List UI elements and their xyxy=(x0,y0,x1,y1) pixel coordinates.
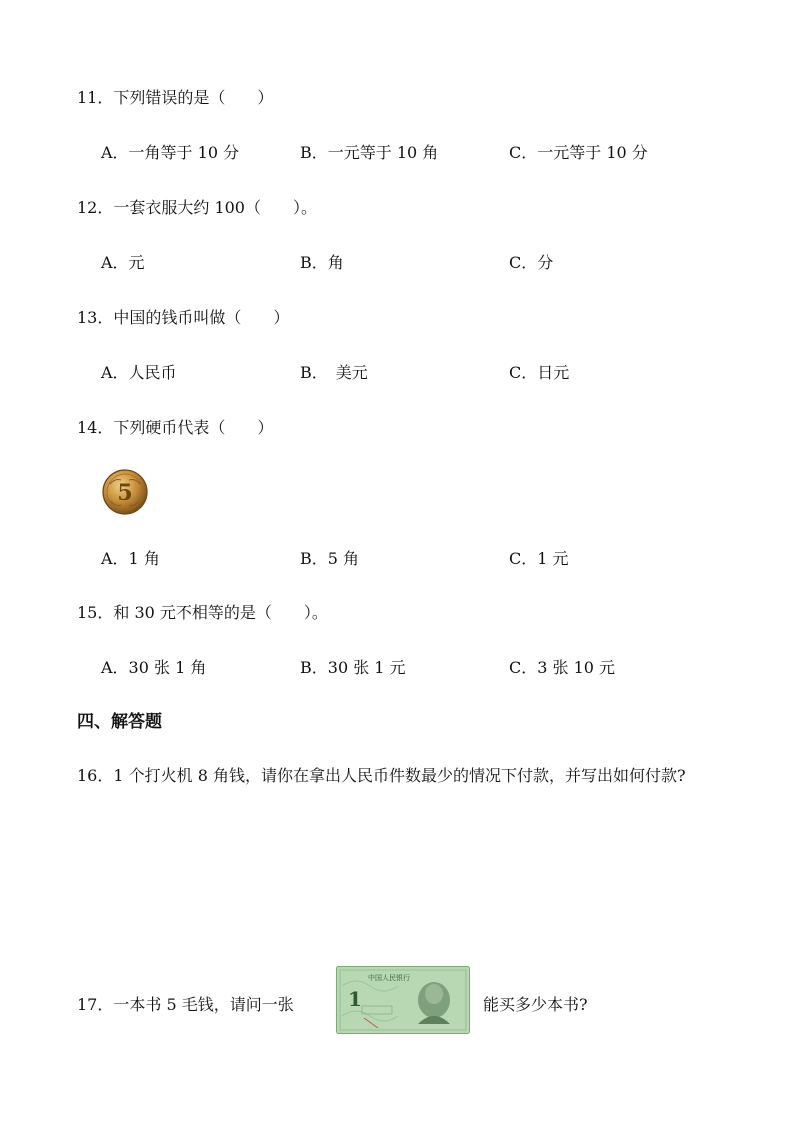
question-15-option-a: A．30 张 1 角 xyxy=(101,658,207,677)
question-13-option-a: A．人民币 xyxy=(101,363,177,382)
question-13-option-c: C．日元 xyxy=(509,363,570,382)
banknote-value: 1 xyxy=(348,987,362,1011)
one-yuan-banknote-image xyxy=(336,966,470,1034)
question-15-option-c: C．3 张 10 元 xyxy=(509,658,616,677)
question-17-text-before: 17．一本书 5 毛钱，请问一张 xyxy=(77,995,294,1014)
question-14-option-c: C．1 元 xyxy=(509,549,569,568)
question-14-option-b: B．5 角 xyxy=(300,549,360,568)
question-12-option-a: A．元 xyxy=(101,253,145,272)
question-13-option-b: B． 美元 xyxy=(300,363,368,382)
question-12-stem: 12．一套衣服大约 100（ ）。 xyxy=(77,198,317,217)
question-13-stem: 13．中国的钱币叫做（ ） xyxy=(77,308,290,327)
question-12-option-b: B．角 xyxy=(300,253,344,272)
question-15-stem: 15．和 30 元不相等的是（ ）。 xyxy=(77,603,328,622)
question-16-text: 16．1 个打火机 8 角钱，请你在拿出人民币件数最少的情况下付款，并写出如何付款? xyxy=(77,766,686,785)
question-11-option-a: A．一角等于 10 分 xyxy=(101,143,240,162)
question-17-text-after: 能买多少本书? xyxy=(483,995,588,1014)
question-11-option-c: C．一元等于 10 分 xyxy=(509,143,648,162)
question-15-option-b: B．30 张 1 元 xyxy=(300,658,406,677)
section-heading: 四、解答题 xyxy=(77,712,162,732)
coin-numeral: 5 xyxy=(117,480,133,506)
question-14-option-a: A．1 角 xyxy=(101,549,160,568)
question-12-option-c: C．分 xyxy=(509,253,554,272)
banknote-header: 中国人民银行 xyxy=(368,974,410,982)
question-11-option-b: B．一元等于 10 角 xyxy=(300,143,439,162)
question-11-stem: 11．下列错误的是（ ） xyxy=(77,88,274,107)
question-14-stem: 14．下列硬币代表（ ） xyxy=(77,418,274,437)
coin-five-jiao-image xyxy=(101,468,149,516)
